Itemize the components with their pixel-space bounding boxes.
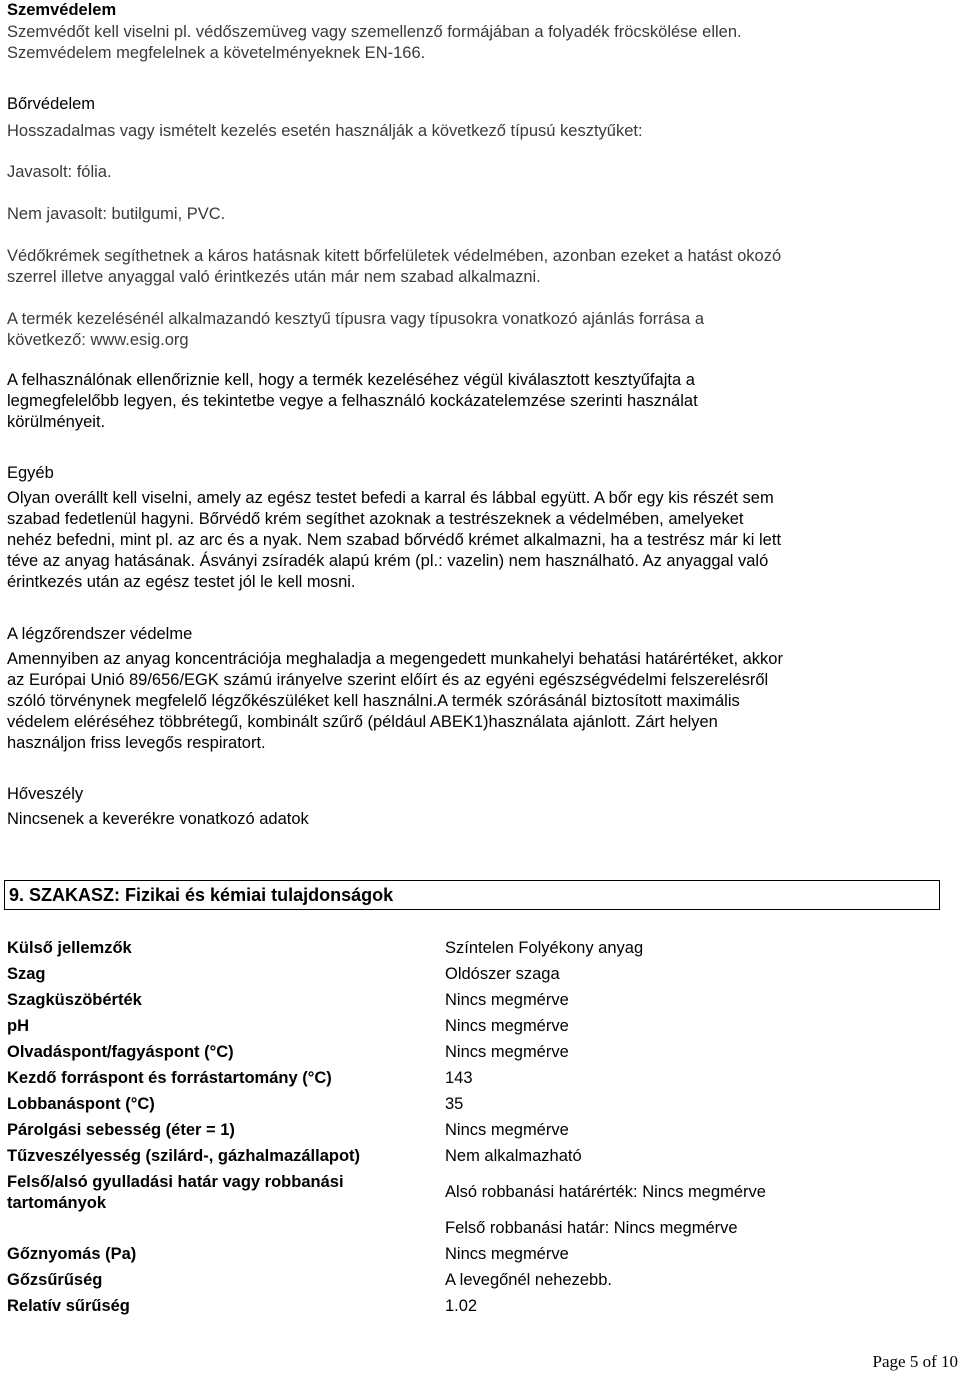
property-value: Nincs megmérve xyxy=(445,1043,569,1061)
glove-not-recommended: Nem javasolt: butilgumi, PVC. xyxy=(7,205,226,223)
heat-hazard-heading: Hőveszély xyxy=(7,785,84,803)
property-value: 1.02 xyxy=(445,1297,478,1315)
skin-protection-intro: Hosszadalmas vagy ismételt kezelés esetén használják a következő típusú kesztyűket: xyxy=(7,122,643,140)
property-label: Lobbanáspont (°C) xyxy=(7,1095,155,1113)
property-value: 35 xyxy=(445,1095,464,1113)
property-label: Szagküszöbérték xyxy=(7,991,142,1009)
skin-protection-heading: Bőrvédelem xyxy=(7,95,96,113)
eye-protection-line: Szemvédőt kell viselni pl. védőszemüveg vagy szemellenző formájában a folyadék fröcskölése ellen. xyxy=(7,23,742,41)
property-label: Olvadáspont/fagyáspont (°C) xyxy=(7,1043,234,1061)
property-value: Alsó robbanási határérték: Nincs megmérve xyxy=(445,1183,766,1201)
user-check-text: körülményeit. xyxy=(7,413,106,431)
other-protection-text: Olyan overállt kell viselni, amely az egész testet befedi a karral és lábbal együtt. A bőr egy kis részét sem xyxy=(7,489,774,507)
respiratory-protection-text: használjon friss levegős respiratort. xyxy=(7,734,266,752)
property-value: A levegőnél nehezebb. xyxy=(445,1271,612,1289)
page-number: Page 5 of 10 xyxy=(872,1352,958,1371)
section-9-title: 9. SZAKASZ: Fizikai és kémiai tulajdonságok xyxy=(9,885,394,905)
property-value: Nincs megmérve xyxy=(445,1245,569,1263)
property-value: Nincs megmérve xyxy=(445,1121,569,1139)
other-protection-text: téve az anyag hatásának. Ásványi zsíradék alapú krém (pl.: vazelin) nem használható. Az anyaggal való xyxy=(7,552,769,570)
respiratory-protection-text: védelem eléréséhez többrétegű, kombinált szűrő (például ABEK1)használata ajánlott. Zárt helyen xyxy=(7,713,718,731)
glove-recommended: Javasolt: fólia. xyxy=(7,163,112,181)
respiratory-protection-text: az Európai Unió 89/656/EGK számú irányelve szerint előírt és az egyéni egészségvédelmi felszerelésről xyxy=(7,671,769,689)
property-label: Tűzveszélyesség (szilárd-, gázhalmazállapot) xyxy=(7,1147,361,1165)
property-value: 143 xyxy=(445,1069,473,1087)
property-label: Gőznyomás (Pa) xyxy=(7,1245,137,1263)
property-label: Kezdő forráspont és forrástartomány (°C) xyxy=(7,1069,332,1087)
property-label: Felső/alsó gyulladási határ vagy robbanási xyxy=(7,1173,344,1191)
user-check-text: legmegfelelőbb legyen, és tekintetbe vegye a felhasználó kockázatelemzése szerinti használat xyxy=(7,392,698,410)
respiratory-protection-text: szóló törvénynek megfelelő légzőkészüléket kell használni.A termék szórásánál biztosított maximális xyxy=(7,692,740,710)
property-value: Oldószer szaga xyxy=(445,965,560,983)
property-label: Szag xyxy=(7,965,46,983)
property-label: Gőzsűrűség xyxy=(7,1271,103,1289)
eye-protection-line: Szemvédelem megfelelnek a követelményeknek EN-166. xyxy=(7,44,426,62)
property-label: Relatív sűrűség xyxy=(7,1297,130,1315)
eye-protection-heading: Szemvédelem xyxy=(7,1,117,19)
property-label: Külső jellemzők xyxy=(7,939,132,957)
other-protection-text: nehéz befedni, mint pl. az arc és a nyak. Nem szabad bőrvédő krémet alkalmazni, ha a testrész már ki lett xyxy=(7,531,782,549)
property-value: Nincs megmérve xyxy=(445,991,569,1009)
property-label: pH xyxy=(7,1017,29,1035)
respiratory-protection-text: Amennyiben az anyag koncentrációja meghaladja a megengedett munkahelyi behatási határértéket, akkor xyxy=(7,650,783,668)
property-value: Színtelen Folyékony anyag xyxy=(445,939,644,957)
other-protection-heading: Egyéb xyxy=(7,464,54,482)
respiratory-protection-heading: A légzőrendszer védelme xyxy=(7,625,193,643)
other-protection-text: érintkezés után az egész testet jól le kell mosni. xyxy=(7,573,356,591)
user-check-text: A felhasználónak ellenőriznie kell, hogy a termék kezeléséhez végül kiválasztott kesztyűfajta a xyxy=(7,371,695,389)
property-value: Felső robbanási határ: Nincs megmérve xyxy=(445,1219,738,1237)
property-value: Nem alkalmazható xyxy=(445,1147,582,1165)
heat-hazard-text: Nincsenek a keverékre vonatkozó adatok xyxy=(7,810,309,828)
barrier-cream-text: szerrel illetve anyaggal való érintkezés után már nem szabad alkalmazni. xyxy=(7,268,541,286)
glove-source-text: következő: www.esig.org xyxy=(7,331,189,349)
section-9-header xyxy=(4,880,940,910)
glove-source-text: A termék kezelésénél alkalmazandó kesztyű típusra vagy típusokra vonatkozó ajánlás forrása a xyxy=(7,310,705,328)
property-label: Párolgási sebesség (éter = 1) xyxy=(7,1121,235,1139)
other-protection-text: szabad fedetlenül hagyni. Bőrvédő krém segíthet azoknak a testrészeknek a védelmében, amelyeket xyxy=(7,510,744,528)
barrier-cream-text: Védőkrémek segíthetnek a káros hatásnak kitett bőrfelületek védelmében, azonban ezeket a hatást okozó xyxy=(7,247,782,265)
property-value: Nincs megmérve xyxy=(445,1017,569,1035)
property-label: tartományok xyxy=(7,1194,107,1212)
